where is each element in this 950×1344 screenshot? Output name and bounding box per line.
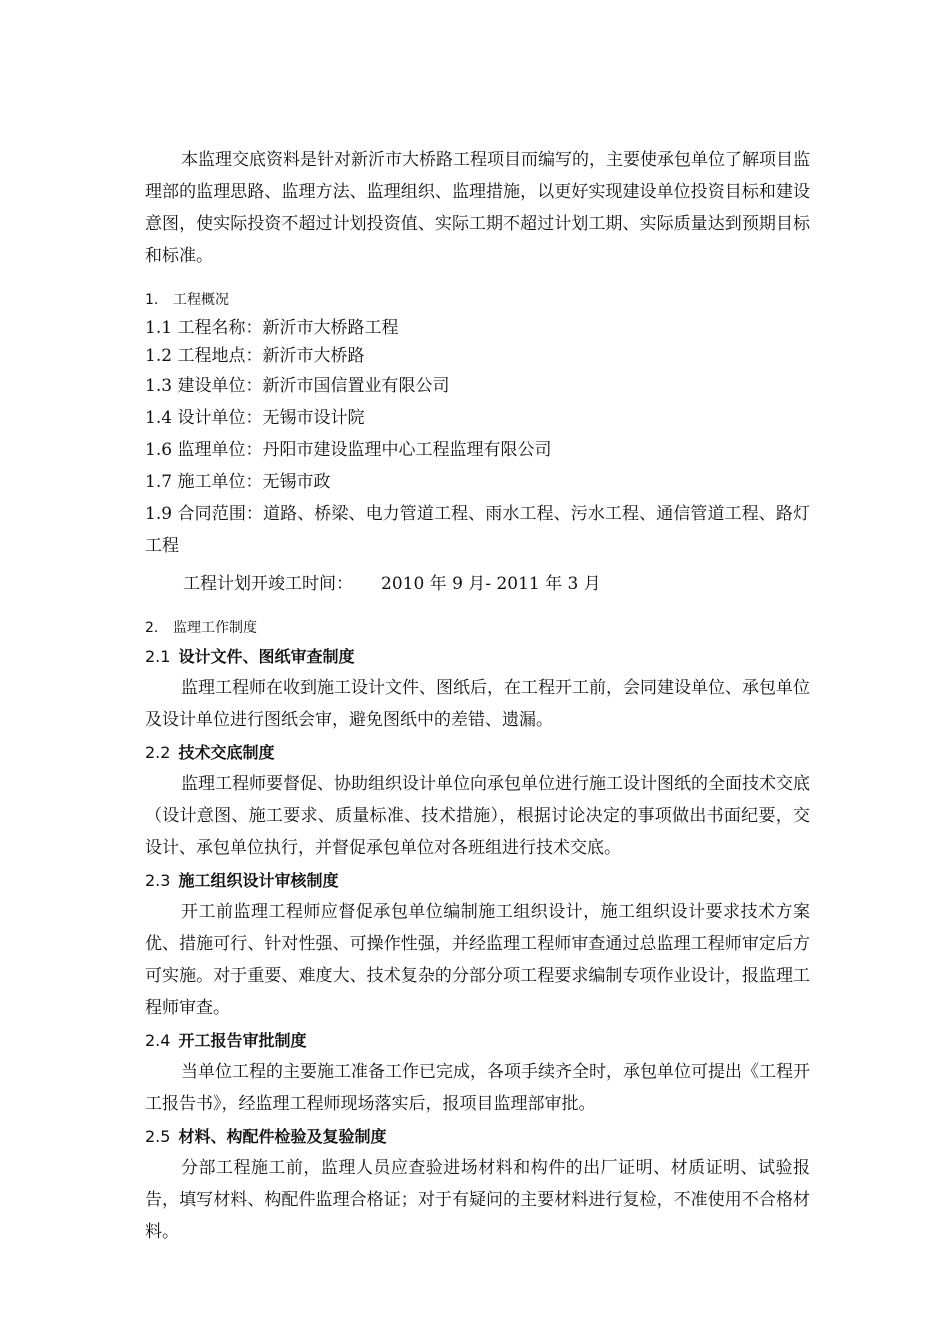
subsection-2-5-heading [145, 1122, 810, 1152]
subsection-2-3-heading [145, 866, 810, 896]
subsection-2-3-body: 开工前监理工程师应督促承包单位编制施工组织设计，施工组织设计要求技术方案优、措施可行、针对性强、可操作性强，并经监理工程师审查通过总监理工程师审定后方可实施。对于重要、难度大、技术复杂的分部分项工程要求编制专项作业设计，报监理工程师审查。 [145, 902, 810, 1018]
info-item-contractor: 1.7 施工单位：无锡市政 [145, 472, 331, 492]
subsection-2-1-body: 监理工程师在收到施工设计文件、图纸后，在工程开工前，会同建设单位、承包单位及设计单位进行图纸会审，避免图纸中的差错、遗漏。 [145, 678, 810, 730]
schedule-label: 工程计划开竣工时间： [183, 574, 353, 594]
subsection-number: 2.5 [145, 1127, 171, 1146]
section-2-number: 2. [145, 620, 159, 636]
subsection-2-4-heading [145, 1026, 810, 1056]
subsection-number: 2.3 [145, 871, 171, 890]
section-2-heading [145, 618, 810, 638]
subsection-title: 设计文件、图纸审查制度 [178, 647, 355, 666]
subsection-title: 开工报告审批制度 [178, 1031, 307, 1050]
schedule-line [145, 568, 810, 600]
subsection-2-2-heading [145, 738, 810, 768]
subsection-title: 施工组织设计审核制度 [178, 871, 339, 890]
info-item-owner: 1.3 建设单位：新沂市国信置业有限公司 [145, 376, 450, 396]
subsection-title: 技术交底制度 [178, 743, 275, 762]
subsection-2-4-body: 当单位工程的主要施工准备工作已完成，各项手续齐全时，承包单位可提出《工程开工报告书》，经监理工程师现场落实后，报项目监理部审批。 [145, 1062, 810, 1114]
schedule-value: 2010 年 9 月- 2011 年 3 月 [381, 574, 601, 594]
subsection-2-1-heading [145, 642, 810, 672]
info-item-contract-scope: 1.9 合同范围：道路、桥梁、电力管道工程、雨水工程、污水工程、通信管道工程、路灯工程 [145, 504, 810, 556]
intro-paragraph: 本监理交底资料是针对新沂市大桥路工程项目而编写的，主要使承包单位了解项目监理部的监理思路、监理方法、监理组织、监理措施，以更好实现建设单位投资目标和建设意图，使实际投资不超过计划投资值、实际工期不超过计划工期、实际质量达到预期目标和标准。 [145, 150, 810, 266]
subsection-number: 2.4 [145, 1031, 171, 1050]
info-item-supervisor: 1.6 监理单位：丹阳市建设监理中心工程监理有限公司 [145, 440, 552, 460]
subsection-2-5-body: 分部工程施工前，监理人员应查验进场材料和构件的出厂证明、材质证明、试验报告，填写材料、构配件监理合格证；对于有疑问的主要材料进行复检，不准使用不合格材料。 [145, 1158, 810, 1242]
subsection-2-2-body: 监理工程师要督促、协助组织设计单位向承包单位进行施工设计图纸的全面技术交底（设计意图、施工要求、质量标准、技术措施），根据讨论决定的事项做出书面纪要，交设计、承包单位执行，并督促承包单位对各班组进行技术交底。 [145, 774, 810, 858]
subsection-number: 2.1 [145, 647, 171, 666]
subsection-title: 材料、构配件检验及复验制度 [178, 1127, 387, 1146]
section-1-number: 1. [145, 292, 159, 308]
info-item-designer: 1.4 设计单位：无锡市设计院 [145, 408, 365, 428]
section-1-heading [145, 290, 810, 310]
section-2-title: 监理工作制度 [173, 620, 257, 636]
info-item-project-name: 1.1 工程名称：新沂市大桥路工程 [145, 318, 399, 338]
section-1-title: 工程概况 [173, 292, 229, 308]
document-content [145, 144, 810, 1248]
info-item-project-location: 1.2 工程地点：新沂市大桥路 [145, 346, 365, 366]
subsection-number: 2.2 [145, 743, 171, 762]
